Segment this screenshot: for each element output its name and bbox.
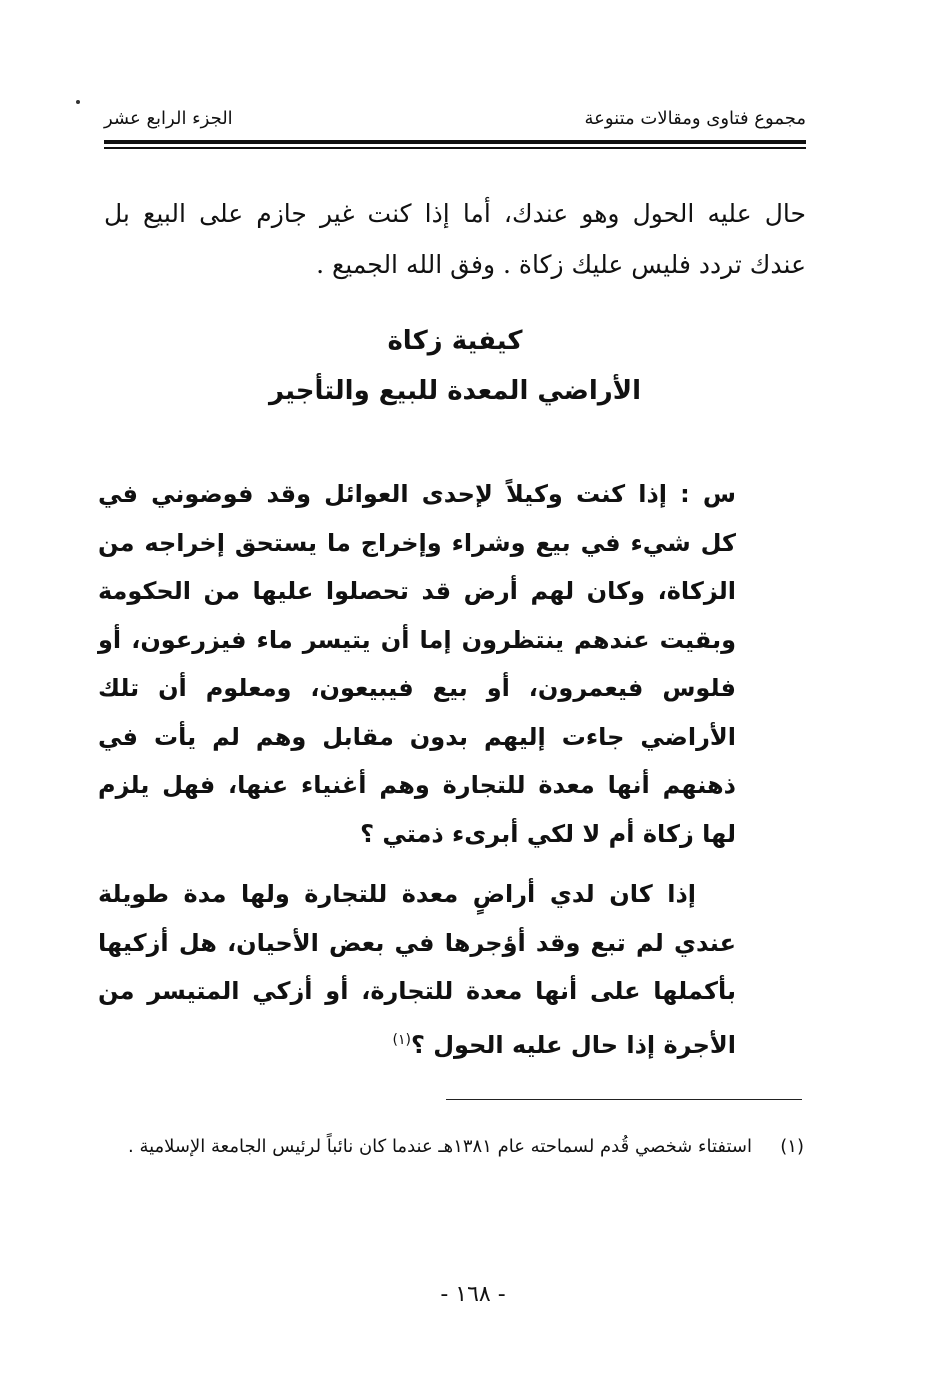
section-heading-line1: كيفية زكاة bbox=[387, 326, 523, 356]
volume-label: الجزء الرابع عشر bbox=[104, 108, 233, 129]
footnote-separator bbox=[446, 1099, 802, 1100]
footnote-text: استفتاء شخصي قُدم لسماحته عام ١٣٨١هـ عندما كان نائباً لرئيس الجامعة الإسلامية . bbox=[128, 1136, 752, 1157]
book-title: مجموع فتاوى ومقالات متنوعة bbox=[584, 108, 806, 129]
section-heading-line2: الأراضي المعدة للبيع والتأجير bbox=[269, 376, 641, 406]
footnote bbox=[98, 1128, 804, 1166]
scan-speck bbox=[76, 100, 80, 104]
footnote-marker[interactable]: (١) bbox=[392, 1031, 411, 1048]
intro-paragraph: حال عليه الحول وهو عندك، أما إذا كنت غير جازم على البيع بل عندك تردد فليس عليك زكاة . وفق الله الجميع . bbox=[104, 199, 806, 279]
question-paragraph: س : إذا كنت وكيلاً لإحدى العوائل وقد فوضوني في كل شيء في بيع وشراء وإخراج ما يستحق إخراجه من الزكاة، وكان لهم أرض قد تحصلوا عليها من الحكومة وبقيت عندهم ينتظرون إما أن يتيسر ماء فيزرعون، أو فلوس فيعمرون، أو بيع فيبيعون، ومعلوم أن تلك الأراضي جاءت إليهم بدون مقابل وهم لم يأت في ذهنهم أنها معدة للتجارة وهم أغنياء عنها، فهل يلزم لها زكاة أم لا لكي أبرىء ذمتي ؟ bbox=[98, 480, 736, 848]
header-rule-thick bbox=[104, 140, 806, 144]
second-question-text: إذا كان لدي أراضٍ معدة للتجارة ولها مدة طويلة عندي لم تبع وقد أؤجرها في بعض الأحيان، هل أزكيها بأكملها على أنها معدة للتجارة، أو أزكي المتيسر من الأجرة إذا حال عليه الحول ؟ bbox=[98, 880, 736, 1059]
page-number: - ١٦٨ - bbox=[440, 1282, 506, 1307]
second-question-paragraph bbox=[98, 870, 736, 1069]
header-rule-thin bbox=[104, 147, 806, 149]
running-header bbox=[104, 104, 806, 134]
footnote-number: (١) bbox=[780, 1136, 804, 1157]
